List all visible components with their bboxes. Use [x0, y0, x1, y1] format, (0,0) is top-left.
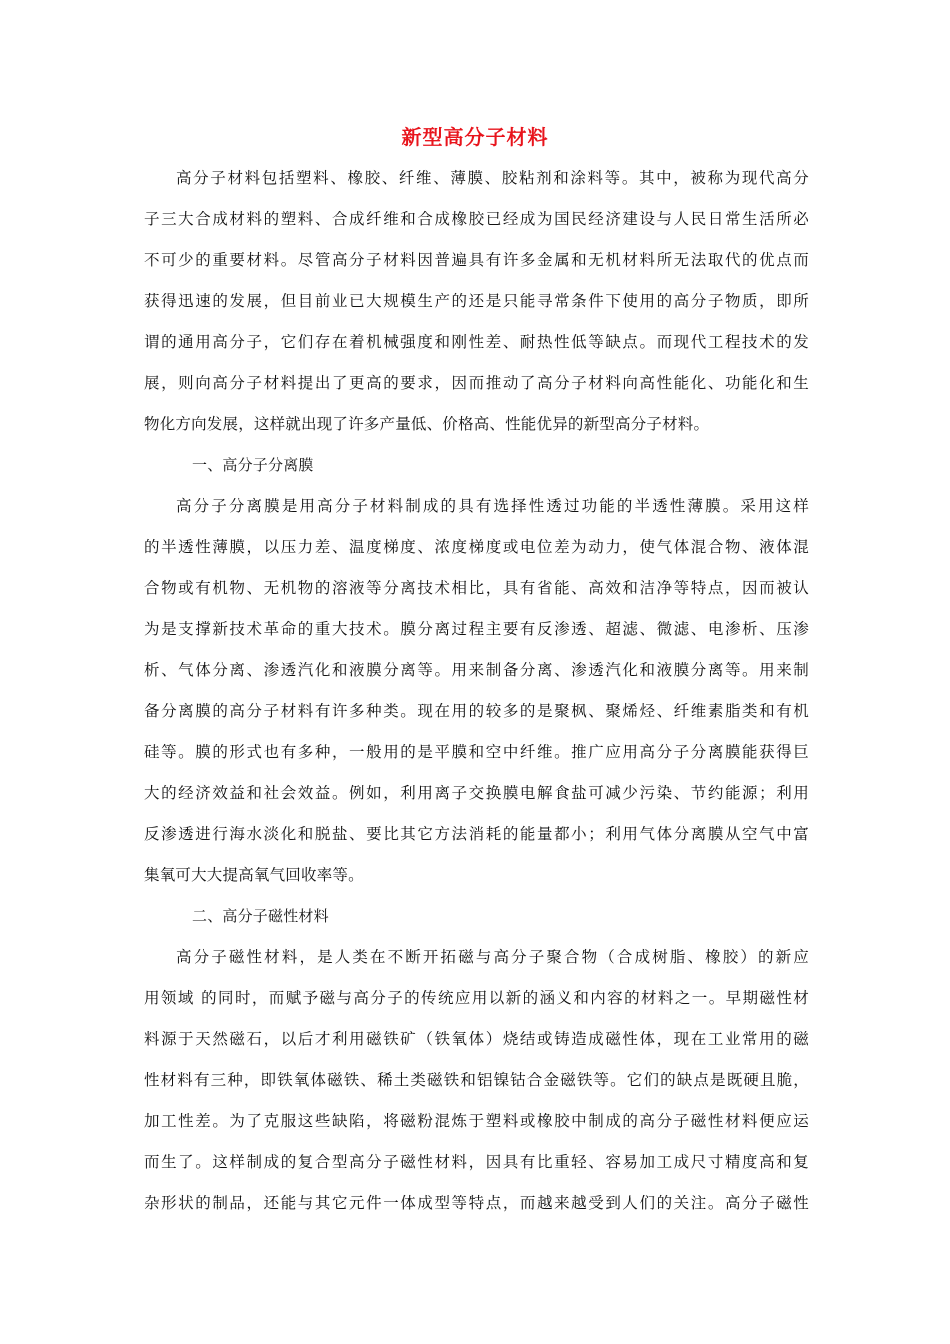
- paragraph-line: 高分子分离膜是用高分子材料制成的具有选择性透过功能的半透性薄膜。采用这样: [176, 497, 809, 515]
- paragraph-line: 集氧可大大提高氧气回收率等。: [144, 866, 364, 884]
- paragraph-line: 加工性差。为了克服这些缺陷，将磁粉混炼于塑料或橡胶中制成的高分子磁性材料便应运: [144, 1112, 809, 1130]
- paragraph-line: 硅等。膜的形式也有多种，一般用的是平膜和空中纤维。推广应用高分子分离膜能获得巨: [144, 743, 809, 761]
- section-heading: 一、高分子分离膜: [192, 456, 314, 474]
- paragraph-line: 获得迅速的发展，但目前业已大规模生产的还是只能寻常条件下使用的高分子物质，即所: [144, 292, 809, 310]
- paragraph-line: 谓的通用高分子，它们存在着机械强度和刚性差、耐热性低等缺点。而现代工程技术的发: [144, 333, 809, 351]
- paragraph-line: 子三大合成材料的塑料、合成纤维和合成橡胶已经成为国民经济建设与人民日常生活所必: [144, 210, 809, 228]
- paragraph-line: 料源于天然磁石，以后才利用磁铁矿（铁氧体）烧结或铸造成磁性体，现在工业常用的磁: [144, 1030, 809, 1048]
- paragraph-line: 高分子材料包括塑料、橡胶、纤维、薄膜、胶粘剂和涂料等。其中，被称为现代高分: [176, 169, 809, 187]
- paragraph-line: 而生了。这样制成的复合型高分子磁性材料，因具有比重轻、容易加工成尺寸精度高和复: [144, 1153, 809, 1171]
- paragraph-line: 大的经济效益和社会效益。例如，利用离子交换膜电解食盐可减少污染、节约能源；利用: [144, 784, 809, 802]
- document-body: [144, 162, 809, 1228]
- paragraph-line: 用领域 的同时，而赋予磁与高分子的传统应用以新的涵义和内容的材料之一。早期磁性材: [144, 989, 809, 1007]
- paragraph-line: 析、气体分离、渗透汽化和液膜分离等。用来制备分离、渗透汽化和液膜分离等。用来制: [144, 661, 809, 679]
- paragraph-line: 高分子磁性材料，是人类在不断开拓磁与高分子聚合物（合成树脂、橡胶）的新应: [176, 948, 809, 966]
- paragraph-line: 杂形状的制品，还能与其它元件一体成型等特点，而越来越受到人们的关注。高分子磁性: [144, 1194, 809, 1212]
- paragraph-line: 的半透性薄膜，以压力差、温度梯度、浓度梯度或电位差为动力，使气体混合物、液体混: [144, 538, 809, 556]
- paragraph-line: 展，则向高分子材料提出了更高的要求，因而推动了高分子材料向高性能化、功能化和生: [144, 374, 809, 392]
- paragraph-line: 备分离膜的高分子材料有许多种类。现在用的较多的是聚枫、聚烯烃、纤维素脂类和有机: [144, 702, 809, 720]
- paragraph-line: 性材料有三种，即铁氧体磁铁、稀土类磁铁和铝镍钴合金磁铁等。它们的缺点是既硬且脆，: [144, 1071, 809, 1089]
- paragraph-line: 不可少的重要材料。尽管高分子材料因普遍具有许多金属和无机材料所无法取代的优点而: [144, 251, 809, 269]
- paragraph-line: 为是支撑新技术革命的重大技术。膜分离过程主要有反渗透、超滤、微滤、电渗析、压渗: [144, 620, 809, 638]
- paragraph-line: 反渗透进行海水淡化和脱盐、要比其它方法消耗的能量都小；利用气体分离膜从空气中富: [144, 825, 809, 843]
- paragraph-line: 合物或有机物、无机物的溶液等分离技术相比，具有省能、高效和洁净等特点，因而被认: [144, 579, 809, 597]
- paragraph-line: 物化方向发展，这样就出现了许多产量低、价格高、性能优异的新型高分子材料。: [144, 415, 710, 433]
- section-heading: 二、高分子磁性材料: [192, 907, 329, 925]
- page-title: 新型高分子材料: [401, 125, 549, 149]
